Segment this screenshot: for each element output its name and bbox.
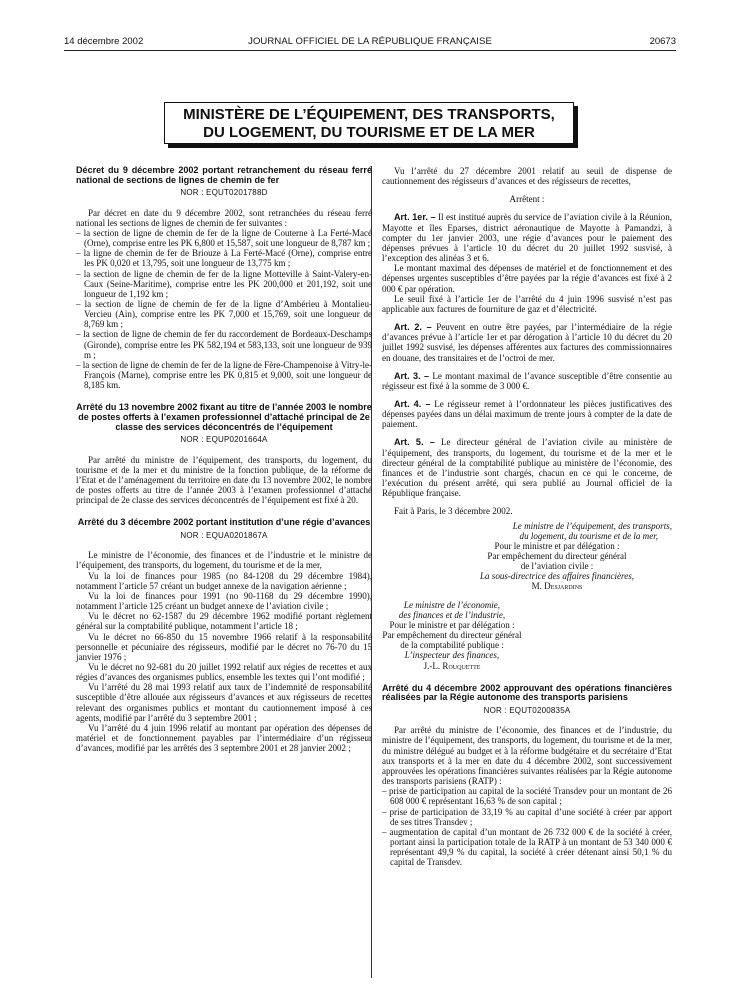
arrete-postes-nor: NOR : EQUP0201664A bbox=[180, 435, 268, 445]
article-5 bbox=[382, 437, 672, 498]
page-number: 20673 bbox=[649, 36, 676, 47]
list-item: – la section de ligne de chemin de fer de la ligne de Fère-Champenoise à Vitry-le-François (Marne), comprise entre les PK 0,815 et 9,000, soit une longueur de 8,185 km. bbox=[76, 360, 372, 390]
list-item: – augmentation de capital d’un montant de 26 732 000 € de la société à créer, portant ainsi la participation totale de la RATP à un montant de 53 340 000 € représentant 49,9 % du capital, la société à créer détenant ainsi 50,1 % du capital de Transdev. bbox=[382, 827, 672, 868]
list-item: – la section de ligne de chemin de fer du raccordement de Bordeaux-Deschamps (Gironde), comprise entre les PK 582,194 et 583,133, soit une longueur de 939 m ; bbox=[76, 329, 372, 359]
ratp-list bbox=[382, 786, 672, 867]
paragraph: Vu le décret no 92-681 du 20 juillet 1992 relatif aux régies de recettes et aux régies d’avances des organismes publics, ensemble les textes qui l’ont modifié ; bbox=[76, 662, 372, 683]
article-3 bbox=[382, 371, 672, 391]
decret-intro: Par décret en date du 9 décembre 2002, sont retranchées du réseau ferré national les sections de lignes de chemin de fer suivantes : bbox=[76, 207, 372, 228]
paragraph: Le seuil fixé à l’article 1er de l’arrêté du 4 juin 1996 susvisé n’est pas applicable aux factures de fourniture de gaz et d’électricité. bbox=[382, 293, 672, 314]
signature-line: Par empêchement du directeur général bbox=[487, 551, 627, 561]
arrete-postes-title: Arrêté du 13 novembre 2002 fixant au titre de l’année 2003 le nombre de postes offerts à l’examen professionnel d’attaché principal de 2e classe des services déconcentrés de l’équipement bbox=[76, 402, 372, 432]
list-item: – la ligne de chemin de fer de Briouze à La Ferté-Macé (Orne), comprise entre les PK 0,020 et 13,795, soit une longueur de 13,775 km ; bbox=[76, 248, 372, 268]
article-label: Art. 4. – bbox=[394, 398, 431, 409]
signatory-name: M. Desjardins bbox=[531, 581, 583, 592]
list-item: – la section de ligne de chemin de fer de la ligne d’Ambérieu à Montalieu-Vercieu (Ain), comprise entre les PK 7,000 et 15,769, soit une longueur de 8,769 km ; bbox=[76, 299, 372, 329]
paragraph: Vu la loi de finances pour 1985 (no 84-1208 du 29 décembre 1984), notamment l’article 57 créant un budget annexe de la navigation aérienne ; bbox=[76, 570, 372, 591]
paragraph: Vu le décret no 66-850 du 15 novembre 1966 relatif à la responsabilité personnelle et pécuniaire des régisseurs, modifié par le décret no 76-70 du 15 janvier 1976 ; bbox=[76, 631, 372, 662]
article-1 bbox=[382, 212, 672, 263]
paragraph: Vu l’arrêté du 4 juin 1996 relatif au montant par opération des dépenses de matériel et de fonctionnement payables par l’intermédiaire d’un régisseur d’avances, modifié par les arrêtés des 3 septembre 2001 et 28 janvier 2002 ; bbox=[76, 722, 372, 754]
ministry-line-2: DU LOGEMENT, DU TOURISME ET DE LA MER bbox=[203, 124, 535, 141]
header-rule bbox=[64, 50, 676, 51]
left-column bbox=[76, 166, 372, 753]
article-label: Art. 5. – bbox=[394, 437, 435, 448]
signature-line: Par empêchement du directeur général bbox=[382, 630, 522, 641]
ministry-line-1: MINISTÈRE DE L’ÉQUIPEMENT, DES TRANSPORTS, bbox=[183, 106, 555, 123]
ratp-arrete-text: Par arrêté du ministre de l’économie, des finances et de l’industrie, du ministre de l’équipement, des transports, du logement, du tourisme et de la mer, du ministre délégué au budget et à la réforme budgétaire et du secrétaire d’Etat aux transports et à la mer en date du 4 décembre 2002, sont successivement approuvées les opérations financières suivantes réalisées par la Régie autonome des transports parisiens (RATP) : bbox=[382, 725, 672, 787]
article-text: Le montant maximal de l’avance susceptible d’être consentie au régisseur est fixé à la somme de 3 000 €. bbox=[382, 370, 673, 391]
signatory-title: Le ministre de l’équipement, des transports, bbox=[512, 520, 672, 531]
header-date: 14 décembre 2002 bbox=[64, 36, 144, 47]
signatory-title: du logement, du tourisme et de la mer, bbox=[519, 530, 658, 541]
signatory-name: J.-L. Rouquette bbox=[423, 660, 481, 671]
ratp-arrete-title: Arrêté du 4 décembre 2002 approuvant des opérations financières réalisées par la Régie autonome des transports parisiens bbox=[382, 682, 672, 703]
signature-line: Pour le ministre et par délégation : bbox=[389, 619, 515, 630]
signature-line: Pour le ministre et par délégation : bbox=[494, 540, 620, 551]
list-item: – la section de ligne de chemin de fer de la ligne Motteville à Saint-Valery-en-Caux (Seine-Maritime), comprise entre les PK 200,000 et 201,192, soit une longueur de 1,192 km ; bbox=[76, 269, 372, 299]
ministry-banner bbox=[164, 102, 574, 144]
decret-title: Décret du 9 décembre 2002 portant retranchement du réseau ferré national de sections de lignes de chemin de fer bbox=[76, 165, 372, 185]
paragraph: Vu la loi de finances pour 1991 (no 90-1168 du 29 décembre 1990), notamment l’article 125 créant un budget annexe de l’aviation civile ; bbox=[76, 590, 372, 612]
decret-list bbox=[76, 228, 372, 391]
article-label: Art. 3. – bbox=[394, 370, 430, 381]
right-column bbox=[382, 166, 672, 867]
signature-line: L’inspecteur des finances, bbox=[404, 650, 500, 661]
list-item: – prise de participation de 33,19 % au capital d’une société à créer par apport de ses titres Transdev ; bbox=[382, 807, 672, 827]
arrete-regie-title: Arrêté du 3 décembre 2002 portant institution d’une régie d’avances bbox=[77, 517, 371, 528]
signature-line: des finances et de l’industrie, bbox=[398, 609, 506, 620]
list-item: – la section de ligne de chemin de fer de la ligne de Couterne à La Ferté-Macé (Orne), comprise entre les PK 6,800 et 15,587, soit une longueur de 8,787 km ; bbox=[76, 228, 372, 248]
signature-line: de la comptabilité publique : bbox=[400, 640, 504, 651]
journal-title: JOURNAL OFFICIEL DE LA RÉPUBLIQUE FRANÇAISE bbox=[248, 36, 492, 47]
signature-line: La sous-directrice des affaires financières, bbox=[479, 571, 635, 582]
signature-line: de l’aviation civile : bbox=[520, 561, 594, 572]
article-label: Art. 1er. – bbox=[394, 212, 436, 223]
list-item: – prise de participation au capital de la société Transdev pour un montant de 26 608 000 € représentant 16,63 % de son capital ; bbox=[382, 786, 672, 806]
arrete-regie-nor: NOR : EQUA0201867A bbox=[180, 531, 268, 541]
arrete-postes-text: Par arrêté du ministre de l’équipement, des transports, du logement, du tourisme et de la mer et du ministre de la fonction publique, de la réforme de l’Etat et de l’aménagement du territoire en date du 13 novembre 2002, le nombre de postes offerts au titre de l’année 2003 à l’examen professionnel d’attaché principal de 2e classe des services déconcentrés de l’équipement est fixé à 20. bbox=[76, 454, 372, 506]
article-text: Il est institué auprès du service de l’aviation civile à la Réunion, Mayotte et îles Eparses, district aéronautique de Mayotte à Pamandzi, à compter du 1er janvier 2003, une régie d’avances pour le paiement des dépenses prévues à l’article 10 du décret du 20 juillet 1992 susvisé, à l’exception des alinéas 3 et 6. bbox=[382, 212, 672, 264]
paragraph: Le ministre de l’économie, des finances et de l’industrie et le ministre de l’équipement, des transports, du logement, du tourisme et de la mer, bbox=[76, 550, 372, 571]
page-header bbox=[64, 36, 676, 50]
paragraph: Le montant maximal des dépenses de matériel et de fonctionnement et des dépenses urgentes susceptibles d’être payées par la régie d’avances est fixé à 2 000 € par opération. bbox=[382, 263, 672, 294]
paragraph: Vu le décret no 62-1587 du 29 décembre 1962 modifié portant règlement général sur la comptabilité publique, notamment l’article 18 ; bbox=[76, 611, 372, 632]
ratp-arrete-nor: NOR : EQUT0200835A bbox=[483, 706, 571, 716]
fait-a-paris: Fait à Paris, le 3 décembre 2002. bbox=[394, 506, 513, 517]
article-label: Art. 2. – bbox=[394, 322, 432, 333]
article-text: Le directeur général de l’aviation civile au ministère de l’équipement, des transports, du logement, du tourisme et de la mer et le directeur général de la comptabilité publique au ministère de l’économie, des finances et de l’industrie sont chargés, chacun en ce qui le concerne, de l’exécution du présent arrêté, qui sera publié au Journal officiel de la République française. bbox=[382, 437, 672, 499]
article-text: Le régisseur remet à l’ordonnateur les pièces justificatives des dépenses payées dans un délai maximum de trente jours à compter de la date de paiement. bbox=[382, 398, 672, 430]
article-2 bbox=[382, 322, 672, 363]
paragraph: Vu l’arrêté du 28 mai 1993 relatif aux taux de l’indemnité de responsabilité susceptible d’être allouée aux régisseurs d’avances et aux régisseurs de recettes relevant des organismes publics et montant du cautionnement imposé à ces agents, modifié par l’arrêté du 3 septembre 2001 ; bbox=[76, 682, 372, 723]
article-4 bbox=[382, 399, 672, 429]
signature-line: Le ministre de l’économie, bbox=[403, 599, 501, 610]
decret-nor: NOR : EQUT0201788D bbox=[180, 188, 268, 198]
article-text: Peuvent en outre être payées, par l’intermédiaire de la régie d’avances prévue à l’article 1er et par dérogation à l’article 10 du décret du 20 juillet 1992 susvisé, les dépenses afférentes aux factures des commissionnaires en douane, des transitaires et de l’octroi de mer. bbox=[382, 322, 673, 363]
arretent: Arrêtent : bbox=[509, 194, 545, 205]
paragraph: Vu l’arrêté du 27 décembre 2001 relatif au seuil de dispense de cautionnement des régisseurs d’avances et des régisseurs de recettes, bbox=[382, 166, 672, 187]
